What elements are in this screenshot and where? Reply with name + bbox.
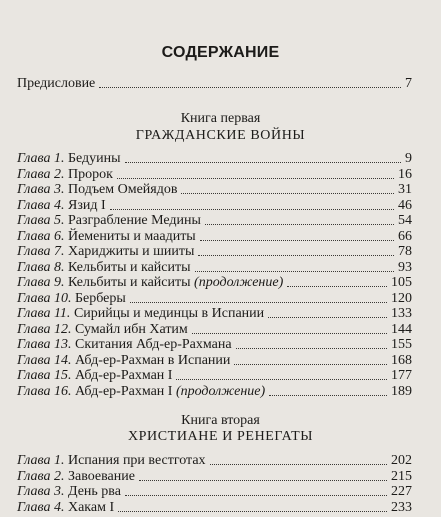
- chapter-number: Глава 4.: [17, 499, 65, 515]
- toc-entry-preface: [17, 75, 412, 93]
- leader-dots: [139, 480, 387, 481]
- book-1-title: ГРАЖДАНСКИЕ ВОЙНЫ: [135, 128, 306, 143]
- chapter-number: Глава 7.: [17, 244, 65, 259]
- leader-dots: [176, 379, 387, 380]
- page-number: 233: [391, 499, 412, 515]
- preface-label: Предисловие: [17, 76, 96, 91]
- page-number: 215: [391, 468, 412, 484]
- page-number: 133: [391, 306, 412, 321]
- chapter-number: Глава 10.: [17, 290, 72, 306]
- page-number: 177: [391, 368, 412, 383]
- chapter-number: Глава 15.: [17, 368, 72, 383]
- page-number: 54: [398, 213, 412, 228]
- page-number: 189: [391, 383, 412, 399]
- chapter-number: Глава 6.: [17, 228, 65, 244]
- page-number: 168: [391, 352, 412, 368]
- page-number: 46: [398, 197, 412, 213]
- toc-entry: [17, 383, 412, 401]
- toc-title: СОДЕРЖАНИЕ: [161, 44, 280, 61]
- leader-dots: [210, 464, 387, 465]
- chapter-title: День рва: [67, 484, 121, 499]
- chapter-title: Язид I: [67, 197, 106, 213]
- entry-label: [17, 499, 114, 517]
- leader-dots: [130, 302, 387, 303]
- leader-dots: [181, 193, 394, 194]
- leader-dots: [268, 317, 387, 318]
- leader-dots: [200, 240, 394, 241]
- page-number: 202: [391, 453, 412, 468]
- page-number: 31: [398, 182, 412, 197]
- page-number: 227: [391, 484, 412, 499]
- page-number: 9: [405, 151, 412, 166]
- chapter-note: (продолжение): [194, 275, 284, 290]
- chapter-title: Сумайл ибн Хатим: [74, 321, 188, 337]
- toc-entry: [17, 499, 412, 517]
- page-number: 16: [398, 166, 412, 182]
- leader-dots: [195, 271, 394, 272]
- chapter-title: Кельбиты и кайситы: [67, 259, 191, 275]
- chapter-title: Абд-ер-Рахман I: [74, 368, 173, 383]
- chapter-number: Глава 11.: [17, 306, 71, 321]
- chapter-title: Берберы: [74, 290, 126, 306]
- chapter-title: Подъем Омейядов: [67, 182, 178, 197]
- leader-dots: [125, 495, 387, 496]
- page-number: 78: [398, 244, 412, 259]
- chapter-number: Глава 8.: [17, 259, 65, 275]
- entry-label: [17, 383, 265, 401]
- chapter-title: Пророк: [67, 166, 113, 182]
- page-number: 66: [398, 228, 412, 244]
- chapter-number: Глава 16.: [17, 383, 72, 399]
- leader-dots: [99, 87, 401, 88]
- chapter-title: Кельбиты и кайситы: [67, 275, 195, 290]
- chapter-title: Абд-ер-Рахман I: [74, 383, 176, 399]
- leader-dots: [192, 333, 387, 334]
- book-2-subtitle: Книга вторая: [181, 413, 260, 428]
- page-number: 144: [391, 321, 412, 337]
- chapter-title: Хакам I: [67, 499, 115, 515]
- leader-dots: [234, 364, 387, 365]
- leader-dots: [110, 209, 394, 210]
- leader-dots: [117, 178, 394, 179]
- chapter-number: Глава 4.: [17, 197, 65, 213]
- leader-dots: [236, 348, 387, 349]
- chapter-title: Йемениты и маадиты: [67, 228, 196, 244]
- chapter-note: (продолжение): [175, 383, 266, 399]
- leader-dots: [125, 162, 401, 163]
- leader-dots: [269, 395, 387, 396]
- page-number: 93: [398, 259, 412, 275]
- chapter-title: Скитания Абд-ер-Рахмана: [74, 337, 232, 352]
- chapter-number: Глава 2.: [17, 166, 65, 182]
- chapter-number: Глава 13.: [17, 337, 72, 352]
- chapter-title: Бедуины: [67, 151, 121, 166]
- page-number: 155: [391, 337, 412, 352]
- page-number: 105: [391, 275, 412, 290]
- chapter-title: Разграбление Медины: [67, 213, 201, 228]
- chapter-title: Хариджиты и шииты: [67, 244, 195, 259]
- book-1-subtitle: Книга первая: [180, 111, 261, 126]
- leader-dots: [287, 286, 387, 287]
- chapter-number: Глава 2.: [17, 468, 65, 484]
- chapter-number: Глава 1.: [17, 151, 65, 166]
- chapter-number: Глава 1.: [17, 453, 65, 468]
- leader-dots: [118, 511, 387, 512]
- page-number: 120: [391, 290, 412, 306]
- chapter-number: Глава 12.: [17, 321, 72, 337]
- chapter-title: Абд-ер-Рахман в Испании: [74, 352, 231, 368]
- leader-dots: [205, 224, 394, 225]
- chapter-number: Глава 14.: [17, 352, 72, 368]
- page-number: 7: [405, 76, 412, 91]
- chapter-title: Завоевание: [67, 468, 135, 484]
- chapter-title: Испания при вестготах: [67, 453, 206, 468]
- leader-dots: [198, 255, 394, 256]
- chapter-number: Глава 9.: [17, 275, 65, 290]
- chapter-number: Глава 3.: [17, 484, 65, 499]
- chapter-number: Глава 3.: [17, 182, 65, 197]
- chapter-number: Глава 5.: [17, 213, 65, 228]
- chapter-title: Сирийцы и мединцы в Испании: [73, 306, 265, 321]
- book-2-title: ХРИСТИАНЕ И РЕНЕГАТЫ: [127, 429, 314, 444]
